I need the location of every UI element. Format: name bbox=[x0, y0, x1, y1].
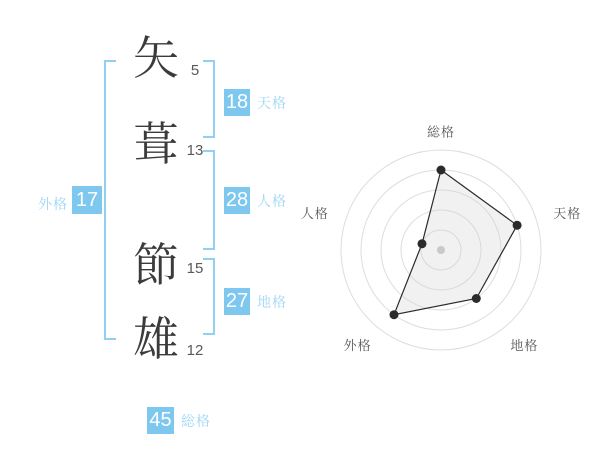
surname-char-1-stroke-count: 5 bbox=[190, 62, 200, 79]
radar-data-point-外格 bbox=[390, 310, 399, 319]
radar-data-point-地格 bbox=[472, 294, 481, 303]
jinkaku-label: 人格 bbox=[257, 193, 287, 209]
jinkaku-bracket bbox=[203, 150, 215, 250]
surname-char-2-stroke-count: 13 bbox=[186, 142, 204, 159]
soukaku-badge: 45 bbox=[147, 407, 174, 434]
radar-chart bbox=[291, 100, 591, 400]
radar-axis-label-外格: 外格 bbox=[343, 338, 372, 353]
radar-axis-label-地格: 地格 bbox=[510, 338, 539, 353]
radar-data-polygon bbox=[394, 170, 517, 315]
radar-axis-label-天格: 天格 bbox=[553, 206, 582, 221]
given-char-2: 雄 bbox=[133, 313, 179, 365]
soukaku-label: 総格 bbox=[181, 413, 211, 429]
gaikaku-label: 外格 bbox=[38, 196, 68, 212]
radar-data-point-総格 bbox=[437, 166, 446, 175]
radar-data-point-天格 bbox=[513, 221, 522, 230]
surname-char-1: 矢 bbox=[133, 32, 179, 84]
chikaku-bracket bbox=[203, 258, 215, 335]
tenkaku-bracket bbox=[203, 60, 215, 138]
tenkaku-badge: 18 bbox=[224, 89, 250, 116]
jinkaku-badge: 28 bbox=[224, 187, 250, 214]
chikaku-badge: 27 bbox=[224, 288, 250, 315]
radar-data-point-人格 bbox=[418, 239, 427, 248]
tenkaku-label: 天格 bbox=[257, 95, 287, 111]
given-char-1-stroke-count: 15 bbox=[186, 260, 204, 277]
surname-char-2: 葺 bbox=[133, 118, 179, 170]
radar-center-dot bbox=[437, 246, 445, 254]
given-char-1: 節 bbox=[133, 239, 179, 291]
radar-axis-label-人格: 人格 bbox=[300, 206, 329, 221]
chikaku-label: 地格 bbox=[257, 294, 287, 310]
gaikaku-badge: 17 bbox=[72, 186, 102, 214]
gaikaku-bracket bbox=[104, 60, 116, 340]
radar-axis-label-総格: 総格 bbox=[426, 124, 456, 140]
given-char-2-stroke-count: 12 bbox=[186, 342, 204, 359]
